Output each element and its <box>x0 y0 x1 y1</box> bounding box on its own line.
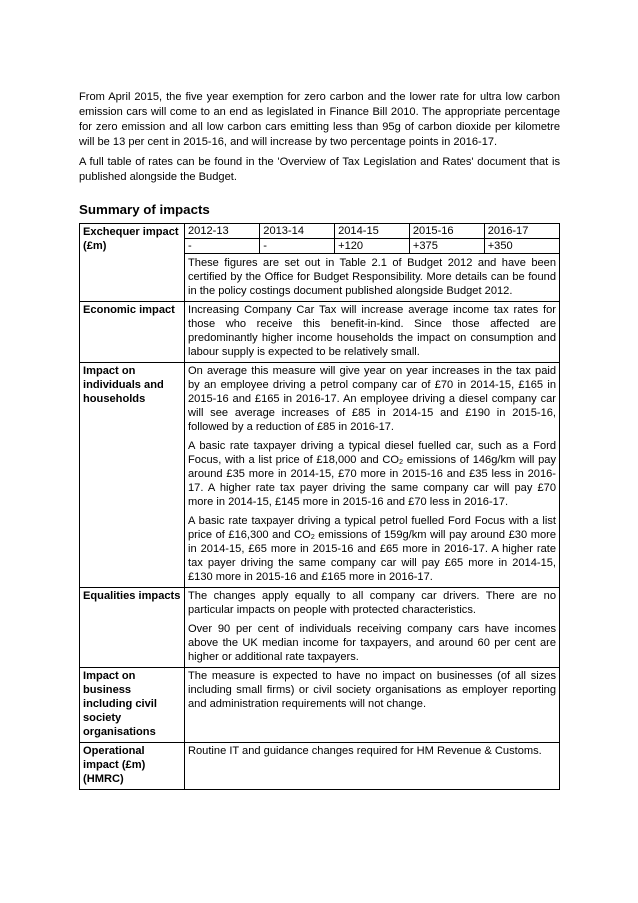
text-span: A basic rate taxpayer driving a typical petrol fuelled Ford Focus with a list price of £16,300 and CO <box>188 515 556 541</box>
exchequer-row <box>80 224 560 302</box>
operational-label: Operational impact (£m) (HMRC) <box>80 743 185 790</box>
exchequer-label: Exchequer impact (£m) <box>80 224 185 302</box>
exchequer-years-table <box>185 224 559 254</box>
subscript: 2 <box>310 534 315 541</box>
individuals-paragraph-3 <box>188 514 556 584</box>
value-cell: +350 <box>484 239 559 254</box>
individuals-paragraph-2 <box>188 439 556 509</box>
year-cell: 2014-15 <box>335 224 410 239</box>
business-row <box>80 668 560 743</box>
operational-row <box>80 743 560 790</box>
business-content <box>185 668 560 743</box>
value-cell: +375 <box>409 239 484 254</box>
year-cell: 2012-13 <box>185 224 260 239</box>
individuals-paragraph-1: On average this measure will give year on year increases in the tax paid by an employee driving a petrol company car of £70 in 2014-15, £165 in 2015-16 and £165 in 2016-17. An employee driving a diesel company car will see average increases of £85 in 2014-15 and £190 in 2015-16, followed by a reduction of £85 in 2016-17. <box>188 365 556 433</box>
equalities-paragraph-2: Over 90 per cent of individuals receiving company cars have incomes above the UK median income for taxpayers, and around 60 per cent are higher or additional rate taxpayers. <box>188 623 556 663</box>
economic-row <box>80 302 560 363</box>
value-cell: - <box>185 239 260 254</box>
years-header-row <box>185 224 559 239</box>
operational-paragraph: Routine IT and guidance changes required for HM Revenue & Customs. <box>188 745 542 757</box>
individuals-content <box>185 363 560 588</box>
document-page <box>79 90 560 790</box>
business-label: Impact on business including civil society organisations <box>80 668 185 743</box>
operational-content <box>185 743 560 790</box>
exchequer-note: These figures are set out in Table 2.1 of Budget 2012 and have been certified by the Office for Budget Responsibility. More details can be found in the policy costings document published alongside Budget 2012. <box>188 257 556 297</box>
intro-paragraph-2: A full table of rates can be found in the 'Overview of Tax Legislation and Rates' document that is published alongside the Budget. <box>79 156 560 183</box>
economic-label: Economic impact <box>80 302 185 363</box>
impacts-table <box>79 223 560 790</box>
equalities-paragraph-1: The changes apply equally to all company car drivers. There are no particular impacts on people with protected characteristics. <box>188 590 556 616</box>
economic-paragraph: Increasing Company Car Tax will increase average income tax rates for those who receive this benefit-in-kind. Since those affected are predominantly higher income households the impact on consumption and labour supply is expected to be relatively small. <box>188 304 556 358</box>
text-span: emissions of 146g/km will pay around £35 more in 2014-15, £70 more in 2015-16 and £35 less in 2016-17. A higher rate tax payer driving the same company car will pay £70 more in 2014-15, £145 more in 2015-16 and £70 less in 2016-17. <box>188 454 556 508</box>
equalities-row <box>80 588 560 668</box>
intro-paragraph-1: From April 2015, the five year exemption for zero carbon and the lower rate for ultra low carbon emission cars will come to an end as legislated in Finance Bill 2010. The appropriate percentage for zero emission and all low carbon cars emitting less than 95g of carbon dioxide per kilometre will be 13 per cent in 2015-16, and will increase by two percentage points in 2016-17. <box>79 91 560 148</box>
year-cell: 2015-16 <box>409 224 484 239</box>
equalities-label: Equalities impacts <box>80 588 185 668</box>
individuals-row <box>80 363 560 588</box>
value-cell: - <box>260 239 335 254</box>
section-title: Summary of impacts <box>79 202 210 217</box>
value-cell: +120 <box>335 239 410 254</box>
year-cell: 2013-14 <box>260 224 335 239</box>
years-value-row <box>185 239 559 254</box>
text-span: A basic rate taxpayer driving a typical diesel fuelled car, such as a Ford Focus, with a list price of £18,000 and CO <box>188 440 556 466</box>
individuals-label: Impact on individuals and households <box>80 363 185 588</box>
subscript: 2 <box>399 459 403 466</box>
text-span: emissions of 159g/km will pay around £30 more in 2014-15, £65 more in 2015-16 and £65 more in 2016-17. A higher rate tax payer driving the same company car will pay £65 more in 2014-15, £130 more in 2015-16 and £165 more in 2016-17. <box>188 529 556 583</box>
business-paragraph: The measure is expected to have no impact on businesses (of all sizes including small firms) or civil society organisations as employer reporting and administration requirements will not change. <box>188 670 556 710</box>
year-cell: 2016-17 <box>484 224 559 239</box>
economic-content <box>185 302 560 363</box>
equalities-content <box>185 588 560 668</box>
exchequer-content <box>185 224 560 302</box>
